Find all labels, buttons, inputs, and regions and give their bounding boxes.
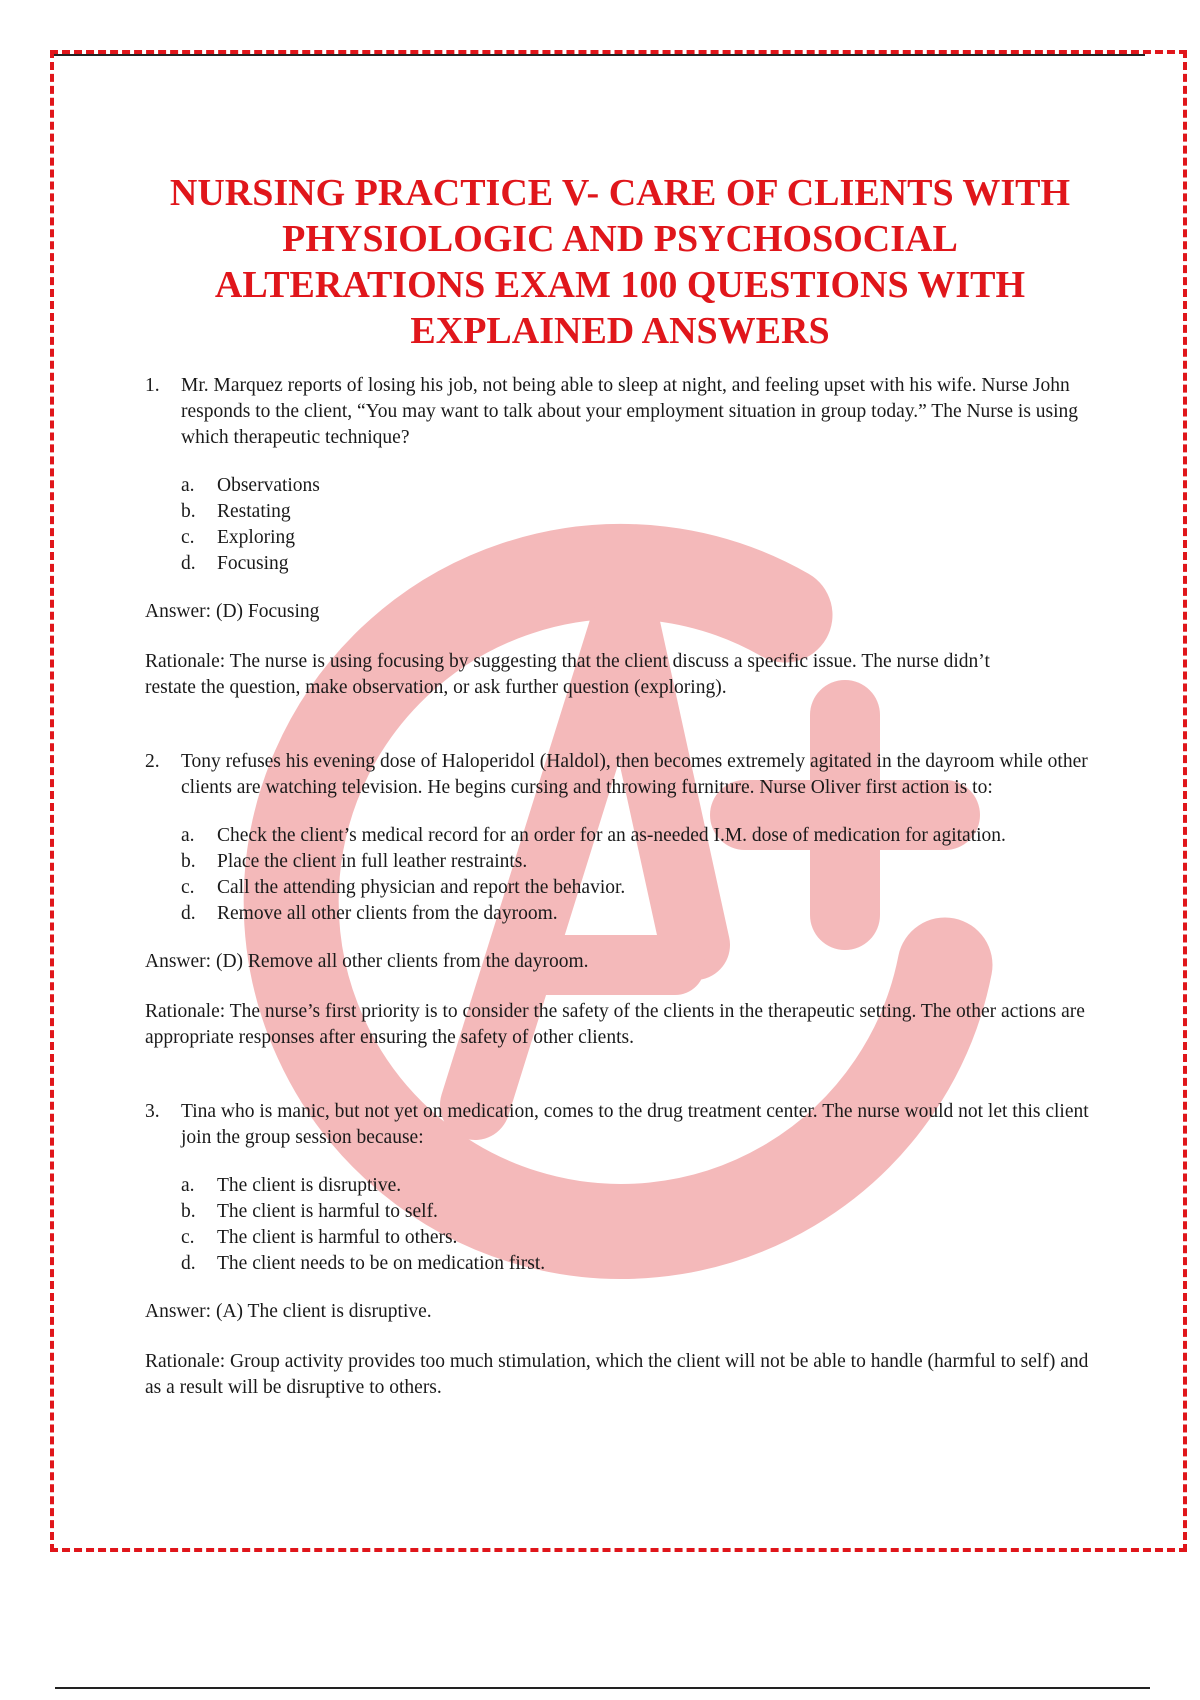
rationale-line: restate the question, make observation, or ask further question (exploring). xyxy=(145,677,727,698)
question-stem xyxy=(145,749,1100,801)
option-item xyxy=(181,849,1100,875)
title-line: NURSING PRACTICE V- CARE OF CLIENTS WITH xyxy=(169,172,1071,214)
option-text: Place the client in full leather restraints. xyxy=(217,851,528,872)
option-text: The client is harmful to others. xyxy=(217,1227,458,1248)
option-item xyxy=(181,551,1100,577)
rationale-text xyxy=(145,649,1100,701)
option-text: Remove all other clients from the dayroom. xyxy=(217,903,558,924)
option-item xyxy=(181,1251,1100,1277)
option-list xyxy=(181,473,1100,577)
question-stem xyxy=(145,373,1100,451)
option-letter: a. xyxy=(181,825,195,846)
title-line: PHYSIOLOGIC AND PSYCHOSOCIAL xyxy=(282,218,958,260)
title-line: ALTERATIONS EXAM 100 QUESTIONS WITH xyxy=(214,264,1026,306)
question-text: Tony refuses his evening dose of Haloperidol (Haldol), then becomes extremely agitated in the dayroom while other clients are watching television. He begins cursing and throwing furniture. Nurse Oliver first action is to: xyxy=(181,751,1088,798)
question-block xyxy=(145,749,1100,1051)
option-text: The client is disruptive. xyxy=(217,1175,402,1196)
rationale-text xyxy=(145,999,1100,1051)
option-letter: a. xyxy=(181,1175,195,1196)
option-item xyxy=(181,473,1100,499)
option-letter: b. xyxy=(181,1201,196,1222)
option-list xyxy=(181,823,1100,927)
option-text: Focusing xyxy=(217,553,289,574)
option-letter: d. xyxy=(181,553,196,574)
option-text: The client needs to be on medication first. xyxy=(217,1253,546,1274)
question-number: 2. xyxy=(145,751,160,772)
exam-content xyxy=(145,373,1100,1401)
option-text: Restating xyxy=(217,501,291,522)
option-text: The client is harmful to self. xyxy=(217,1201,438,1222)
question-number: 1. xyxy=(145,375,160,396)
question-stem xyxy=(145,1099,1100,1151)
option-letter: d. xyxy=(181,903,196,924)
option-text: Observations xyxy=(217,475,320,496)
option-letter: b. xyxy=(181,501,196,522)
rationale-line: Rationale: The nurse’s first priority is to consider the safety of the clients in the therapeutic setting. The other actions are appropriate responses after ensuring the safety of other clients. xyxy=(145,1001,1085,1048)
option-item xyxy=(181,1225,1100,1251)
option-letter: d. xyxy=(181,1253,196,1274)
rationale-text xyxy=(145,1349,1100,1401)
answer-text: Answer: (D) Focusing xyxy=(145,601,320,622)
question-text: Tina who is manic, but not yet on medication, comes to the drug treatment center. The nurse would not let this client join the group session because: xyxy=(181,1101,1089,1148)
question-block xyxy=(145,373,1100,701)
option-letter: b. xyxy=(181,851,196,872)
rationale-line: Rationale: The nurse is using focusing by suggesting that the client discuss a specific issue. The nurse didn’t xyxy=(145,651,990,672)
option-item xyxy=(181,499,1100,525)
option-item xyxy=(181,875,1100,901)
option-text: Check the client’s medical record for an order for an as-needed I.M. dose of medication for agitation. xyxy=(217,825,1006,846)
option-item xyxy=(181,823,1100,849)
page-bottom-rule xyxy=(55,1687,1150,1689)
option-letter: c. xyxy=(181,1227,195,1248)
option-item xyxy=(181,901,1100,927)
page-title xyxy=(120,170,1120,354)
rationale-line: Rationale: Group activity provides too much stimulation, which the client will not be able to handle (harmful to self) and as a result will be disruptive to others. xyxy=(145,1351,1089,1398)
option-letter: c. xyxy=(181,527,195,548)
option-item xyxy=(181,525,1100,551)
option-text: Exploring xyxy=(217,527,295,548)
title-line: EXPLAINED ANSWERS xyxy=(410,310,830,352)
question-number: 3. xyxy=(145,1101,160,1122)
answer-text: Answer: (D) Remove all other clients from the dayroom. xyxy=(145,951,589,972)
option-text: Call the attending physician and report the behavior. xyxy=(217,877,626,898)
option-item xyxy=(181,1199,1100,1225)
option-list xyxy=(181,1173,1100,1277)
option-letter: c. xyxy=(181,877,195,898)
answer-text: Answer: (A) The client is disruptive. xyxy=(145,1301,432,1322)
question-text: Mr. Marquez reports of losing his job, not being able to sleep at night, and feeling upset with his wife. Nurse John responds to the client, “You may want to talk about your employment situation in group today.” The Nurse is using which therapeutic technique? xyxy=(181,375,1079,448)
option-letter: a. xyxy=(181,475,195,496)
question-block xyxy=(145,1099,1100,1401)
option-item xyxy=(181,1173,1100,1199)
